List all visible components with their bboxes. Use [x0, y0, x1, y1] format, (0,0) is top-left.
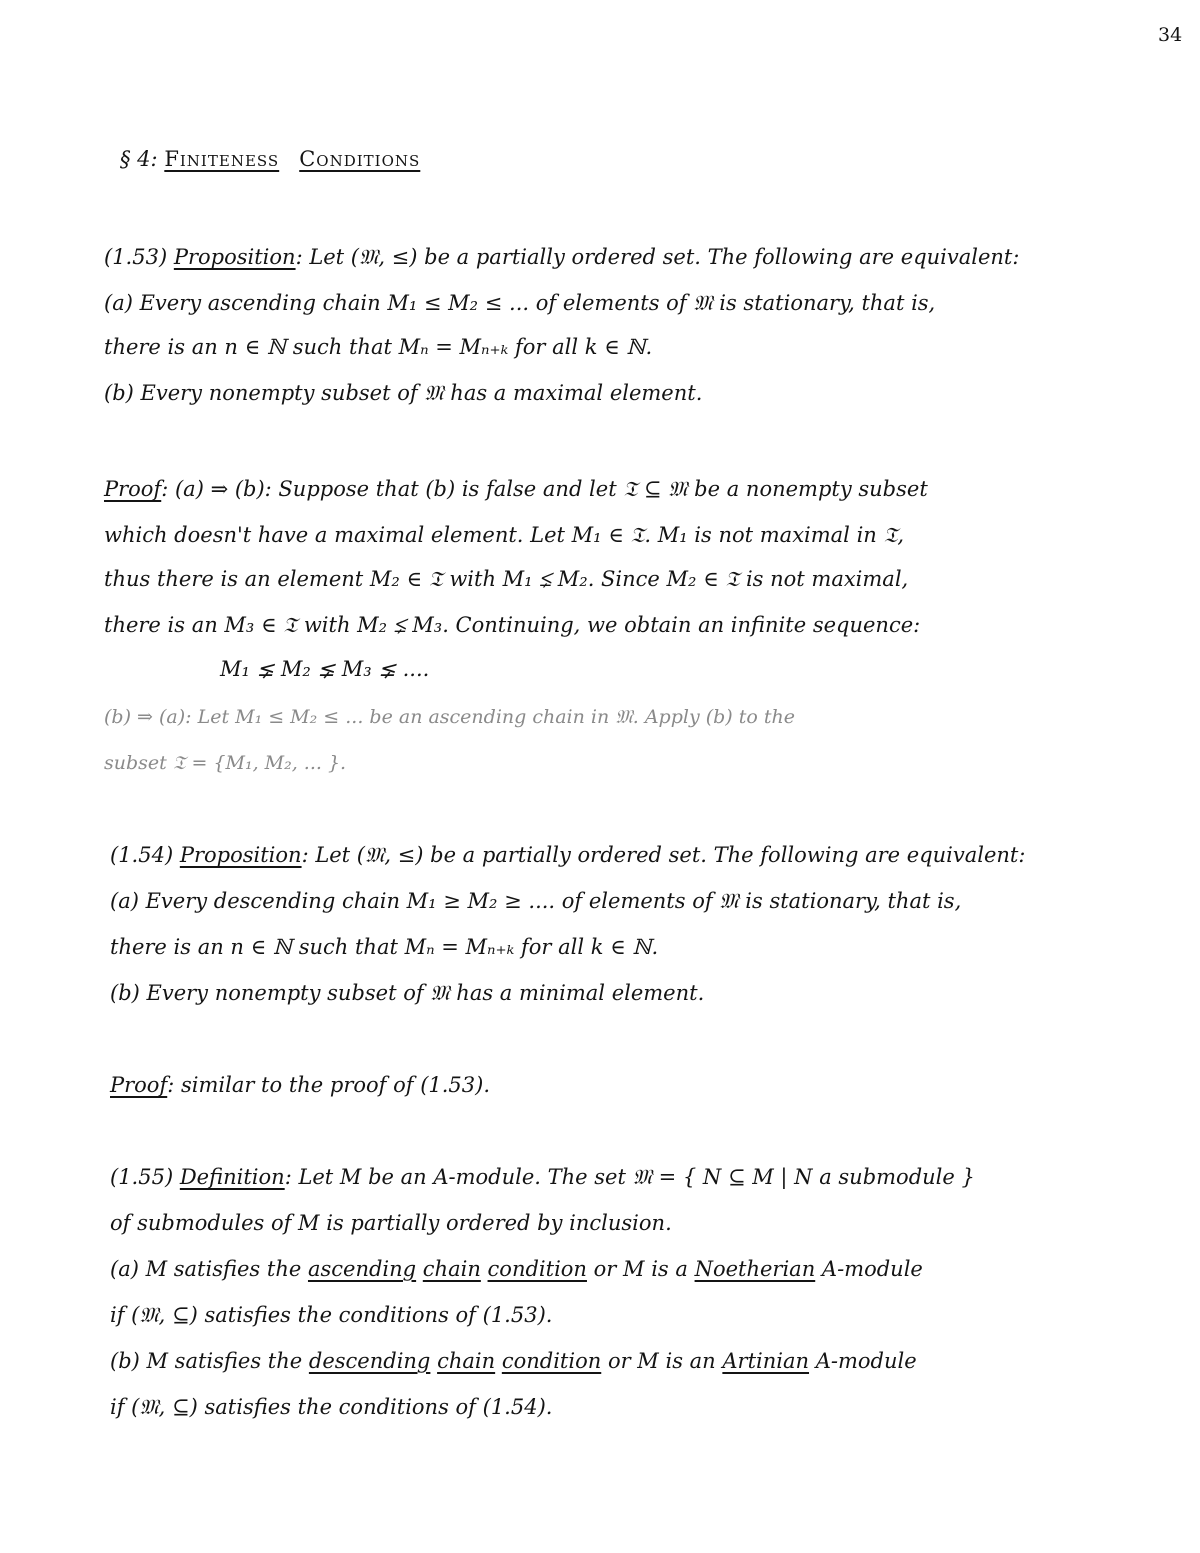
def-155-line-4: if (𝔐, ⊆) satisfies the conditions of (1.53).	[110, 1303, 553, 1327]
prop-153-line-2: (a) Every ascending chain M₁ ≤ M₂ ≤ ... of elements of 𝔐 is stationary, that is,	[104, 291, 936, 315]
proof-153-line-6: (b) ⇒ (a): Let M₁ ≤ M₂ ≤ ... be an ascending chain in 𝔐. Apply (b) to the	[104, 706, 795, 728]
proof-154-label: Proof	[110, 1073, 168, 1097]
def-155-number: (1.55)	[110, 1165, 174, 1189]
proof-154-line	[110, 1072, 490, 1098]
def-155-a-mid: or M is a	[593, 1257, 688, 1281]
def-155-line-1	[110, 1164, 975, 1190]
prop-154-number: (1.54)	[110, 843, 174, 867]
term-condition-b: condition	[501, 1349, 602, 1373]
proof-154-text: : similar to the proof of (1.53).	[167, 1073, 491, 1097]
def-155-b-pre: (b) M satisfies the	[110, 1349, 303, 1373]
prop-154-line-2: (a) Every descending chain M₁ ≥ M₂ ≥ .... of elements of 𝔐 is stationary, that is,	[110, 889, 962, 913]
prop-153-line-3: there is an n ∈ ℕ such that Mₙ = Mₙ₊ₖ for all k ∈ ℕ.	[104, 335, 653, 359]
proof-153-line-7: subset 𝔗 = {M₁, M₂, ... }.	[104, 752, 347, 774]
section-mark: § 4:	[120, 147, 158, 171]
section-word-conditions: Conditions	[299, 147, 421, 171]
term-ascending: ascending	[307, 1257, 417, 1281]
proof-153-line-1	[104, 476, 928, 502]
term-condition-a: condition	[487, 1257, 587, 1281]
prop-154-label: Proposition	[179, 843, 302, 867]
prop-154-line-4: (b) Every nonempty subset of 𝔐 has a minimal element.	[110, 981, 705, 1005]
def-155-b-mid: or M is an	[607, 1349, 716, 1373]
def-155-line-5	[110, 1348, 917, 1374]
prop-154-statement: : Let (𝔐, ≤) be a partially ordered set. The following are equivalent:	[301, 843, 1026, 867]
def-155-line-2: of submodules of M is partially ordered by inclusion.	[110, 1211, 672, 1235]
def-155-statement: : Let M be an A-module. The set 𝔐 = { N ⊆ M | N a submodule }	[284, 1165, 975, 1189]
prop-153-line-4: (b) Every nonempty subset of 𝔐 has a maximal element.	[104, 381, 703, 405]
proof-153-line-5: M₁ ⪇ M₂ ⪇ M₃ ⪇ ....	[220, 657, 430, 681]
prop-153-number: (1.53)	[104, 245, 168, 269]
prop-154-line-1	[110, 842, 1025, 868]
prop-153-line-1	[104, 244, 1019, 270]
prop-153-statement: : Let (𝔐, ≤) be a partially ordered set. The following are equivalent:	[295, 245, 1020, 269]
term-chain-b: chain	[437, 1349, 496, 1373]
def-155-a-post: A-module	[821, 1257, 923, 1281]
proof-153-line-2: which doesn't have a maximal element. Let M₁ ∈ 𝔗. M₁ is not maximal in 𝔗,	[104, 523, 905, 547]
term-artinian: Artinian	[722, 1349, 810, 1373]
prop-153-label: Proposition	[173, 245, 296, 269]
term-descending: descending	[308, 1349, 431, 1373]
proof-153-label: Proof	[104, 477, 162, 501]
page-number: 34	[1158, 24, 1183, 46]
def-155-b-post: A-module	[815, 1349, 917, 1373]
section-word-finiteness: Finiteness	[164, 147, 280, 171]
def-155-label: Definition	[179, 1165, 285, 1189]
proof-153-line-4: there is an M₃ ∈ 𝔗 with M₂ ⪇ M₃. Continuing, we obtain an infinite sequence:	[104, 613, 921, 637]
prop-154-line-3: there is an n ∈ ℕ such that Mₙ = Mₙ₊ₖ for all k ∈ ℕ.	[110, 935, 659, 959]
term-chain-a: chain	[422, 1257, 481, 1281]
proof-153-line-3: thus there is an element M₂ ∈ 𝔗 with M₁ ⪇ M₂. Since M₂ ∈ 𝔗 is not maximal,	[104, 567, 909, 591]
def-155-a-pre: (a) M satisfies the	[110, 1257, 302, 1281]
term-noetherian: Noetherian	[694, 1257, 816, 1281]
def-155-line-6: if (𝔐, ⊆) satisfies the conditions of (1.54).	[110, 1395, 553, 1419]
def-155-line-3	[110, 1256, 923, 1282]
section-heading	[120, 146, 420, 172]
proof-153-start: : (a) ⇒ (b): Suppose that (b) is false and let 𝔗 ⊆ 𝔐 be a nonempty subset	[161, 477, 928, 501]
